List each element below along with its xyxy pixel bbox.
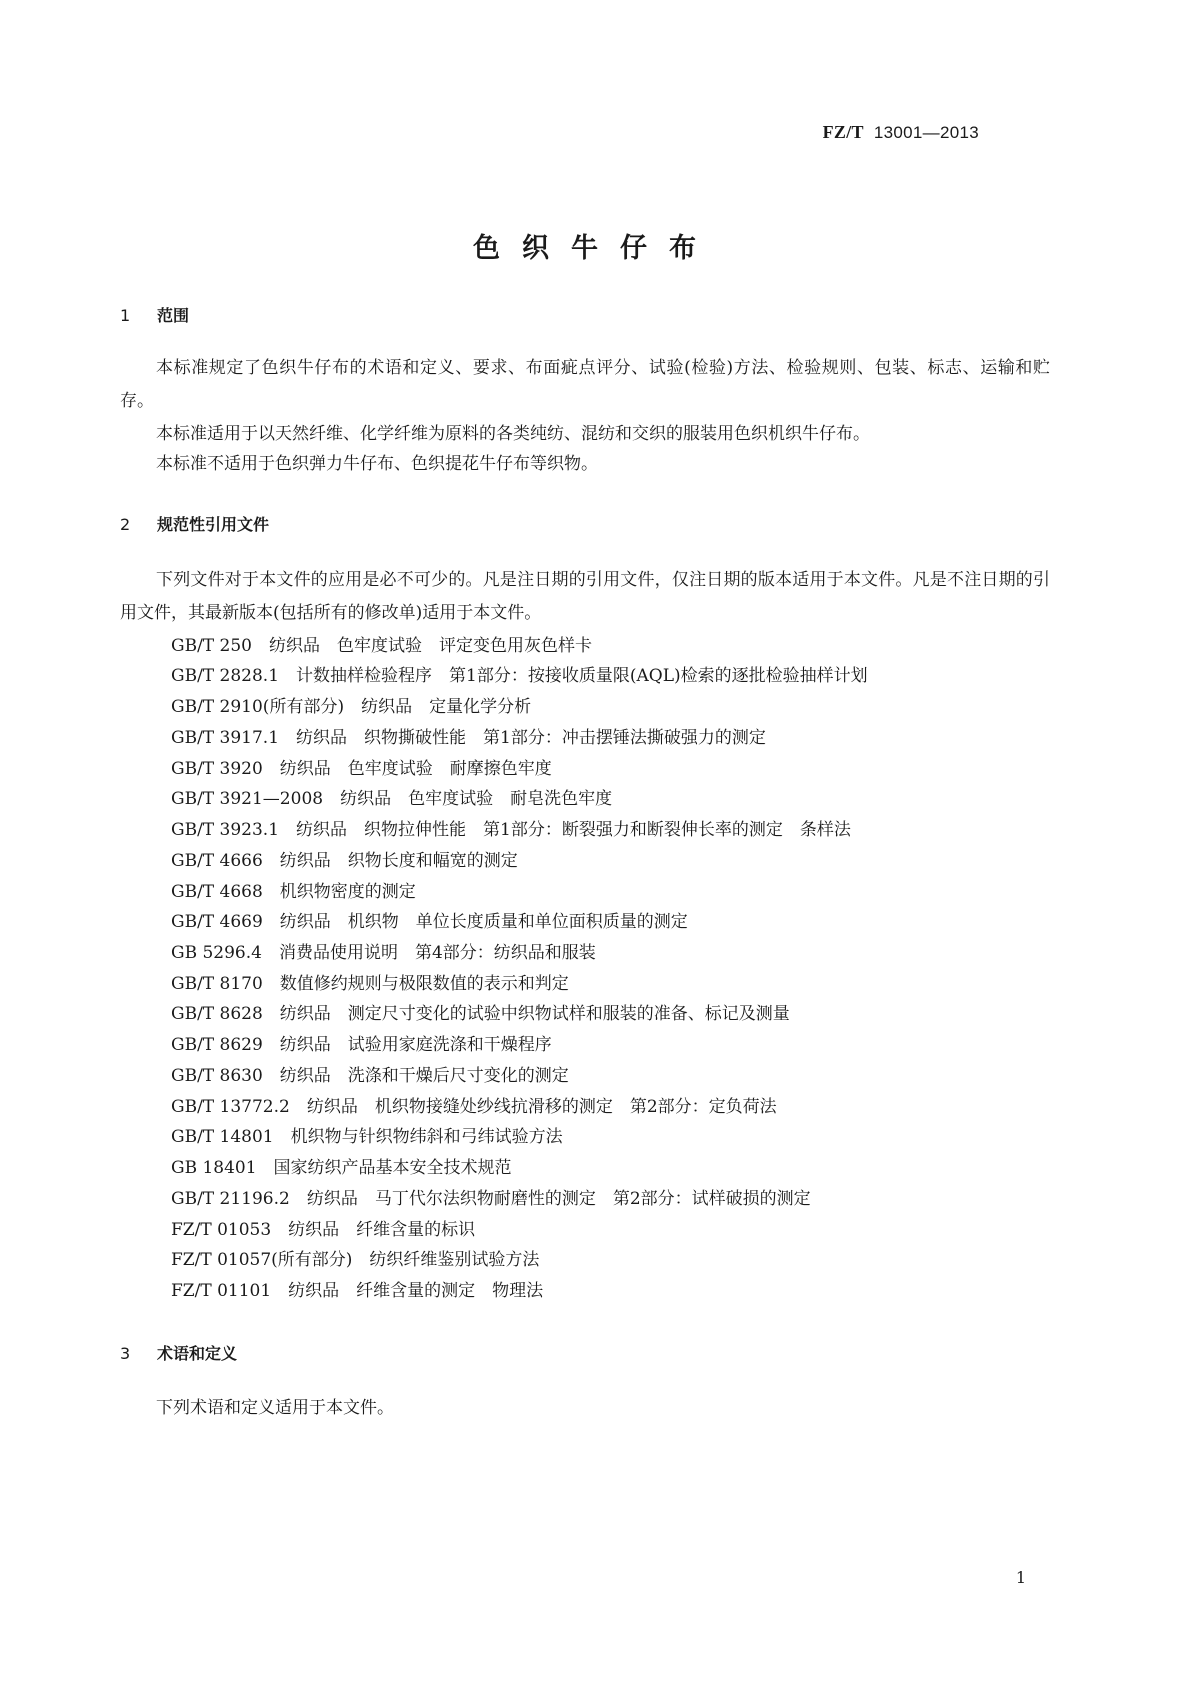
reference-item: GB 5296.4 消费品使用说明 第4部分：纺织品和服装: [171, 943, 596, 963]
reference-item: FZ/T 01057(所有部分) 纺织纤维鉴别试验方法: [171, 1250, 540, 1270]
section-1-heading: [120, 303, 189, 326]
reference-item: GB/T 4666 纺织品 织物长度和幅宽的测定: [171, 851, 518, 871]
reference-item: FZ/T 01053 纺织品 纤维含量的标识: [171, 1220, 476, 1240]
standard-code: [823, 122, 979, 143]
reference-item: GB/T 2910(所有部分) 纺织品 定量化学分析: [171, 697, 532, 717]
standard-code-prefix: FZ/T: [822, 122, 864, 142]
section-1-paragraph-2: 本标准适用于以天然纤维、化学纤维为原料的各类纯纺、混纺和交织的服装用色织机织牛仔布。: [156, 424, 870, 444]
standard-code-number: 13001—2013: [873, 123, 979, 142]
reference-item: GB/T 21196.2 纺织品 马丁代尔法织物耐磨性的测定 第2部分：试样破损的测定: [171, 1189, 811, 1209]
reference-item: GB/T 14801 机织物与针织物纬斜和弓纬试验方法: [171, 1127, 563, 1147]
section-3-heading: [120, 1341, 237, 1364]
section-1-paragraph-3: 本标准不适用于色织弹力牛仔布、色织提花牛仔布等织物。: [156, 454, 598, 474]
section-title: 规范性引用文件: [157, 515, 270, 534]
reference-item: GB/T 4668 机织物密度的测定: [171, 882, 416, 902]
reference-item: GB 18401 国家纺织产品基本安全技术规范: [171, 1158, 512, 1178]
reference-item: GB/T 3921—2008 纺织品 色牢度试验 耐皂洗色牢度: [171, 789, 613, 809]
section-2-paragraph-1: 下列文件对于本文件的应用是必不可少的。凡是注日期的引用文件，仅注日期的版本适用于本文件。凡是不注日期的引用文件，其最新版本(包括所有的修改单)适用于本文件。: [120, 570, 1050, 623]
reference-item: GB/T 3917.1 纺织品 织物撕破性能 第1部分：冲击摆锤法撕破强力的测定: [171, 728, 766, 748]
section-number: 2: [120, 515, 131, 534]
section-number: 1: [120, 306, 131, 325]
section-title: 术语和定义: [157, 1344, 238, 1363]
reference-item: GB/T 3923.1 纺织品 织物拉伸性能 第1部分：断裂强力和断裂伸长率的测定 条样法: [171, 820, 851, 840]
section-1-paragraph-1: 本标准规定了色织牛仔布的术语和定义、要求、布面疵点评分、试验(检验)方法、检验规则、包装、标志、运输和贮存。: [120, 358, 1050, 411]
reference-item: FZ/T 01101 纺织品 纤维含量的测定 物理法: [171, 1281, 544, 1301]
reference-item: GB/T 8628 纺织品 测定尺寸变化的试验中织物试样和服装的准备、标记及测量: [171, 1004, 790, 1024]
section-title: 范围: [157, 306, 190, 325]
reference-item: GB/T 8170 数值修约规则与极限数值的表示和判定: [171, 974, 569, 994]
section-number: 3: [120, 1344, 131, 1363]
reference-item: GB/T 3920 纺织品 色牢度试验 耐摩擦色牢度: [171, 759, 552, 779]
section-2-heading: [120, 512, 269, 535]
reference-item: GB/T 13772.2 纺织品 机织物接缝处纱线抗滑移的测定 第2部分：定负荷法: [171, 1097, 777, 1117]
page-number: 1: [1015, 1568, 1026, 1587]
reference-item: GB/T 4669 纺织品 机织物 单位长度质量和单位面积质量的测定: [171, 912, 688, 932]
reference-item: GB/T 8629 纺织品 试验用家庭洗涤和干燥程序: [171, 1035, 552, 1055]
document-title: 色织牛仔布: [473, 233, 718, 264]
section-3-paragraph-1: 下列术语和定义适用于本文件。: [156, 1398, 394, 1418]
reference-item: GB/T 2828.1 计数抽样检验程序 第1部分：按接收质量限(AQL)检索的逐批检验抽样计划: [171, 666, 868, 686]
reference-item: GB/T 250 纺织品 色牢度试验 评定变色用灰色样卡: [171, 636, 592, 656]
reference-item: GB/T 8630 纺织品 洗涤和干燥后尺寸变化的测定: [171, 1066, 569, 1086]
